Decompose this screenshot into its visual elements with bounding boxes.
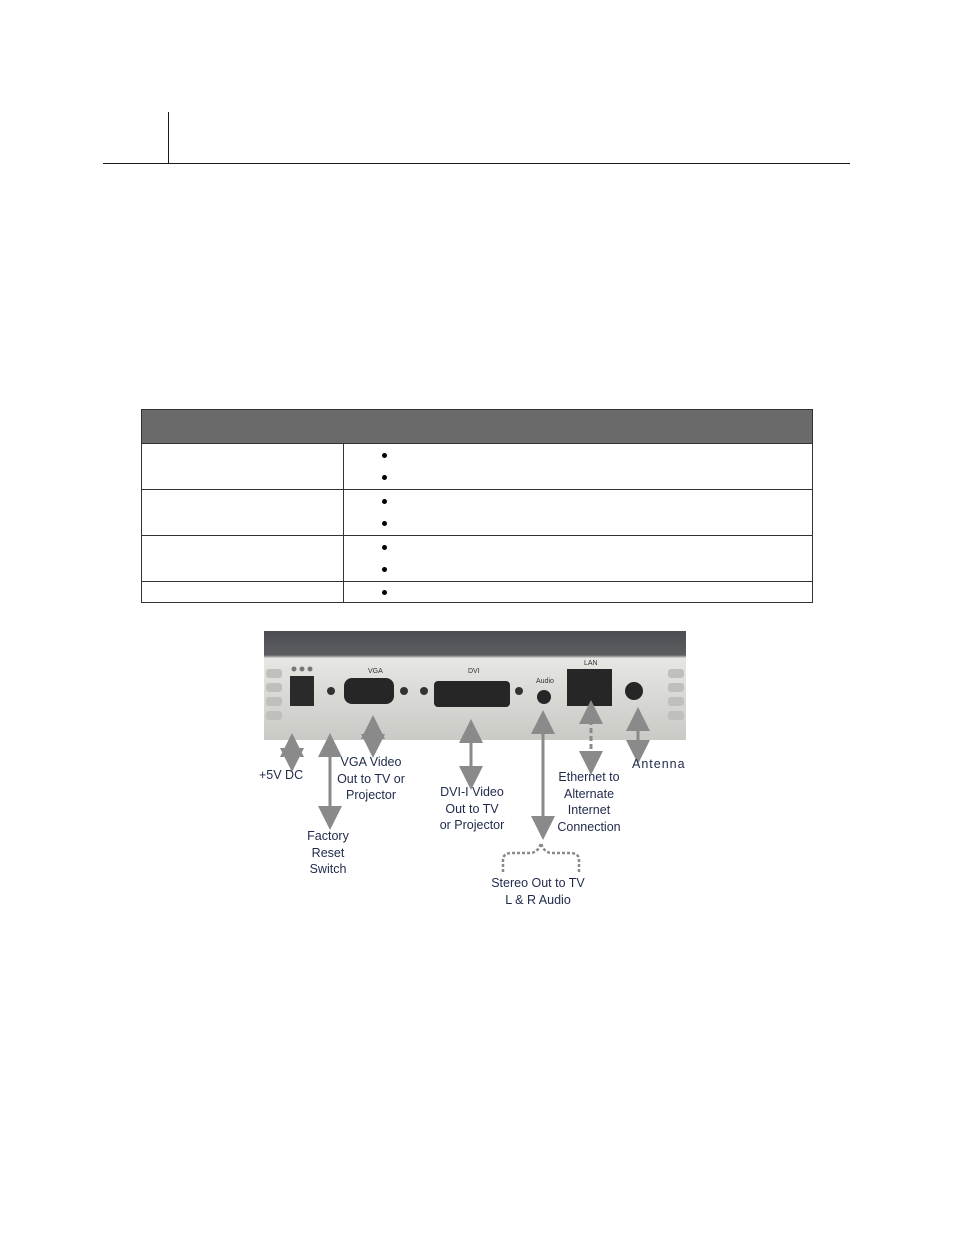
vga-label — [328, 754, 414, 804]
list-item — [344, 491, 812, 513]
dvi-screw-right — [515, 687, 523, 695]
table-cell-label — [142, 536, 344, 582]
table-cell-bullets — [344, 582, 813, 603]
dvi-label-line: Out to TV — [445, 801, 499, 816]
ethernet-label-line: Internet — [567, 803, 611, 817]
ethernet-label-line: Alternate — [563, 786, 615, 801]
dvi-port — [434, 681, 510, 707]
table-row — [142, 582, 813, 603]
vga-label-line: Projector — [345, 788, 397, 802]
ethernet-label — [548, 769, 630, 835]
table-cell-label — [142, 444, 344, 490]
dvi-screw-left — [420, 687, 428, 695]
ethernet-label-line: Ethernet to — [558, 770, 620, 784]
table-header-cell — [142, 410, 813, 444]
reset-label-line: Switch — [309, 862, 347, 876]
table-row — [142, 444, 813, 490]
list-item — [344, 445, 812, 467]
power-symbol-icon — [292, 667, 313, 672]
vga-screw — [400, 687, 408, 695]
stereo-brace — [503, 843, 579, 872]
power-jack — [290, 676, 314, 706]
table-row — [142, 536, 813, 582]
table-cell-label — [142, 582, 344, 603]
spec-table — [141, 409, 813, 603]
reset-label-line: Reset — [311, 845, 345, 860]
ethernet-label-line: Connection — [557, 819, 621, 834]
vga-label-line: VGA Video — [340, 755, 402, 769]
dvi-label — [431, 784, 513, 834]
table-cell-bullets — [344, 536, 813, 582]
vga-port — [344, 678, 394, 704]
table-cell-bullets — [344, 490, 813, 536]
list-item — [344, 513, 812, 535]
lan-port — [567, 669, 612, 706]
list-item — [344, 467, 812, 489]
stereo-label-line: Stereo Out to TV — [491, 876, 585, 890]
stereo-label — [482, 875, 594, 908]
antenna-label: Antenna — [632, 757, 686, 771]
reset-label — [303, 828, 353, 878]
vga-label-line: Out to TV or — [337, 771, 405, 786]
audio-jack — [537, 690, 551, 704]
list-item — [344, 559, 812, 581]
dvi-label-line: DVI-I Video — [440, 785, 504, 799]
dvi-label-line: or Projector — [439, 818, 505, 832]
lan-panel-label: LAN — [584, 660, 598, 667]
audio-panel-label: Audio — [536, 678, 554, 685]
stereo-label-line: L & R Audio — [505, 892, 571, 907]
vga-panel-label: VGA — [368, 668, 383, 675]
dvi-panel-label: DVI — [468, 668, 480, 675]
table-cell-bullets — [344, 444, 813, 490]
table-cell-label — [142, 490, 344, 536]
header-rule — [103, 163, 850, 164]
power-label: +5V DC — [259, 768, 304, 782]
reset-label-line: Factory — [307, 829, 349, 843]
header-divider-vertical — [168, 112, 169, 164]
antenna-connector — [625, 682, 643, 700]
device-rear-panel-photo — [264, 631, 686, 740]
table-row — [142, 490, 813, 536]
list-item — [344, 537, 812, 559]
list-item — [344, 582, 812, 602]
reset-hole — [327, 687, 335, 695]
table-header-row — [142, 410, 813, 444]
